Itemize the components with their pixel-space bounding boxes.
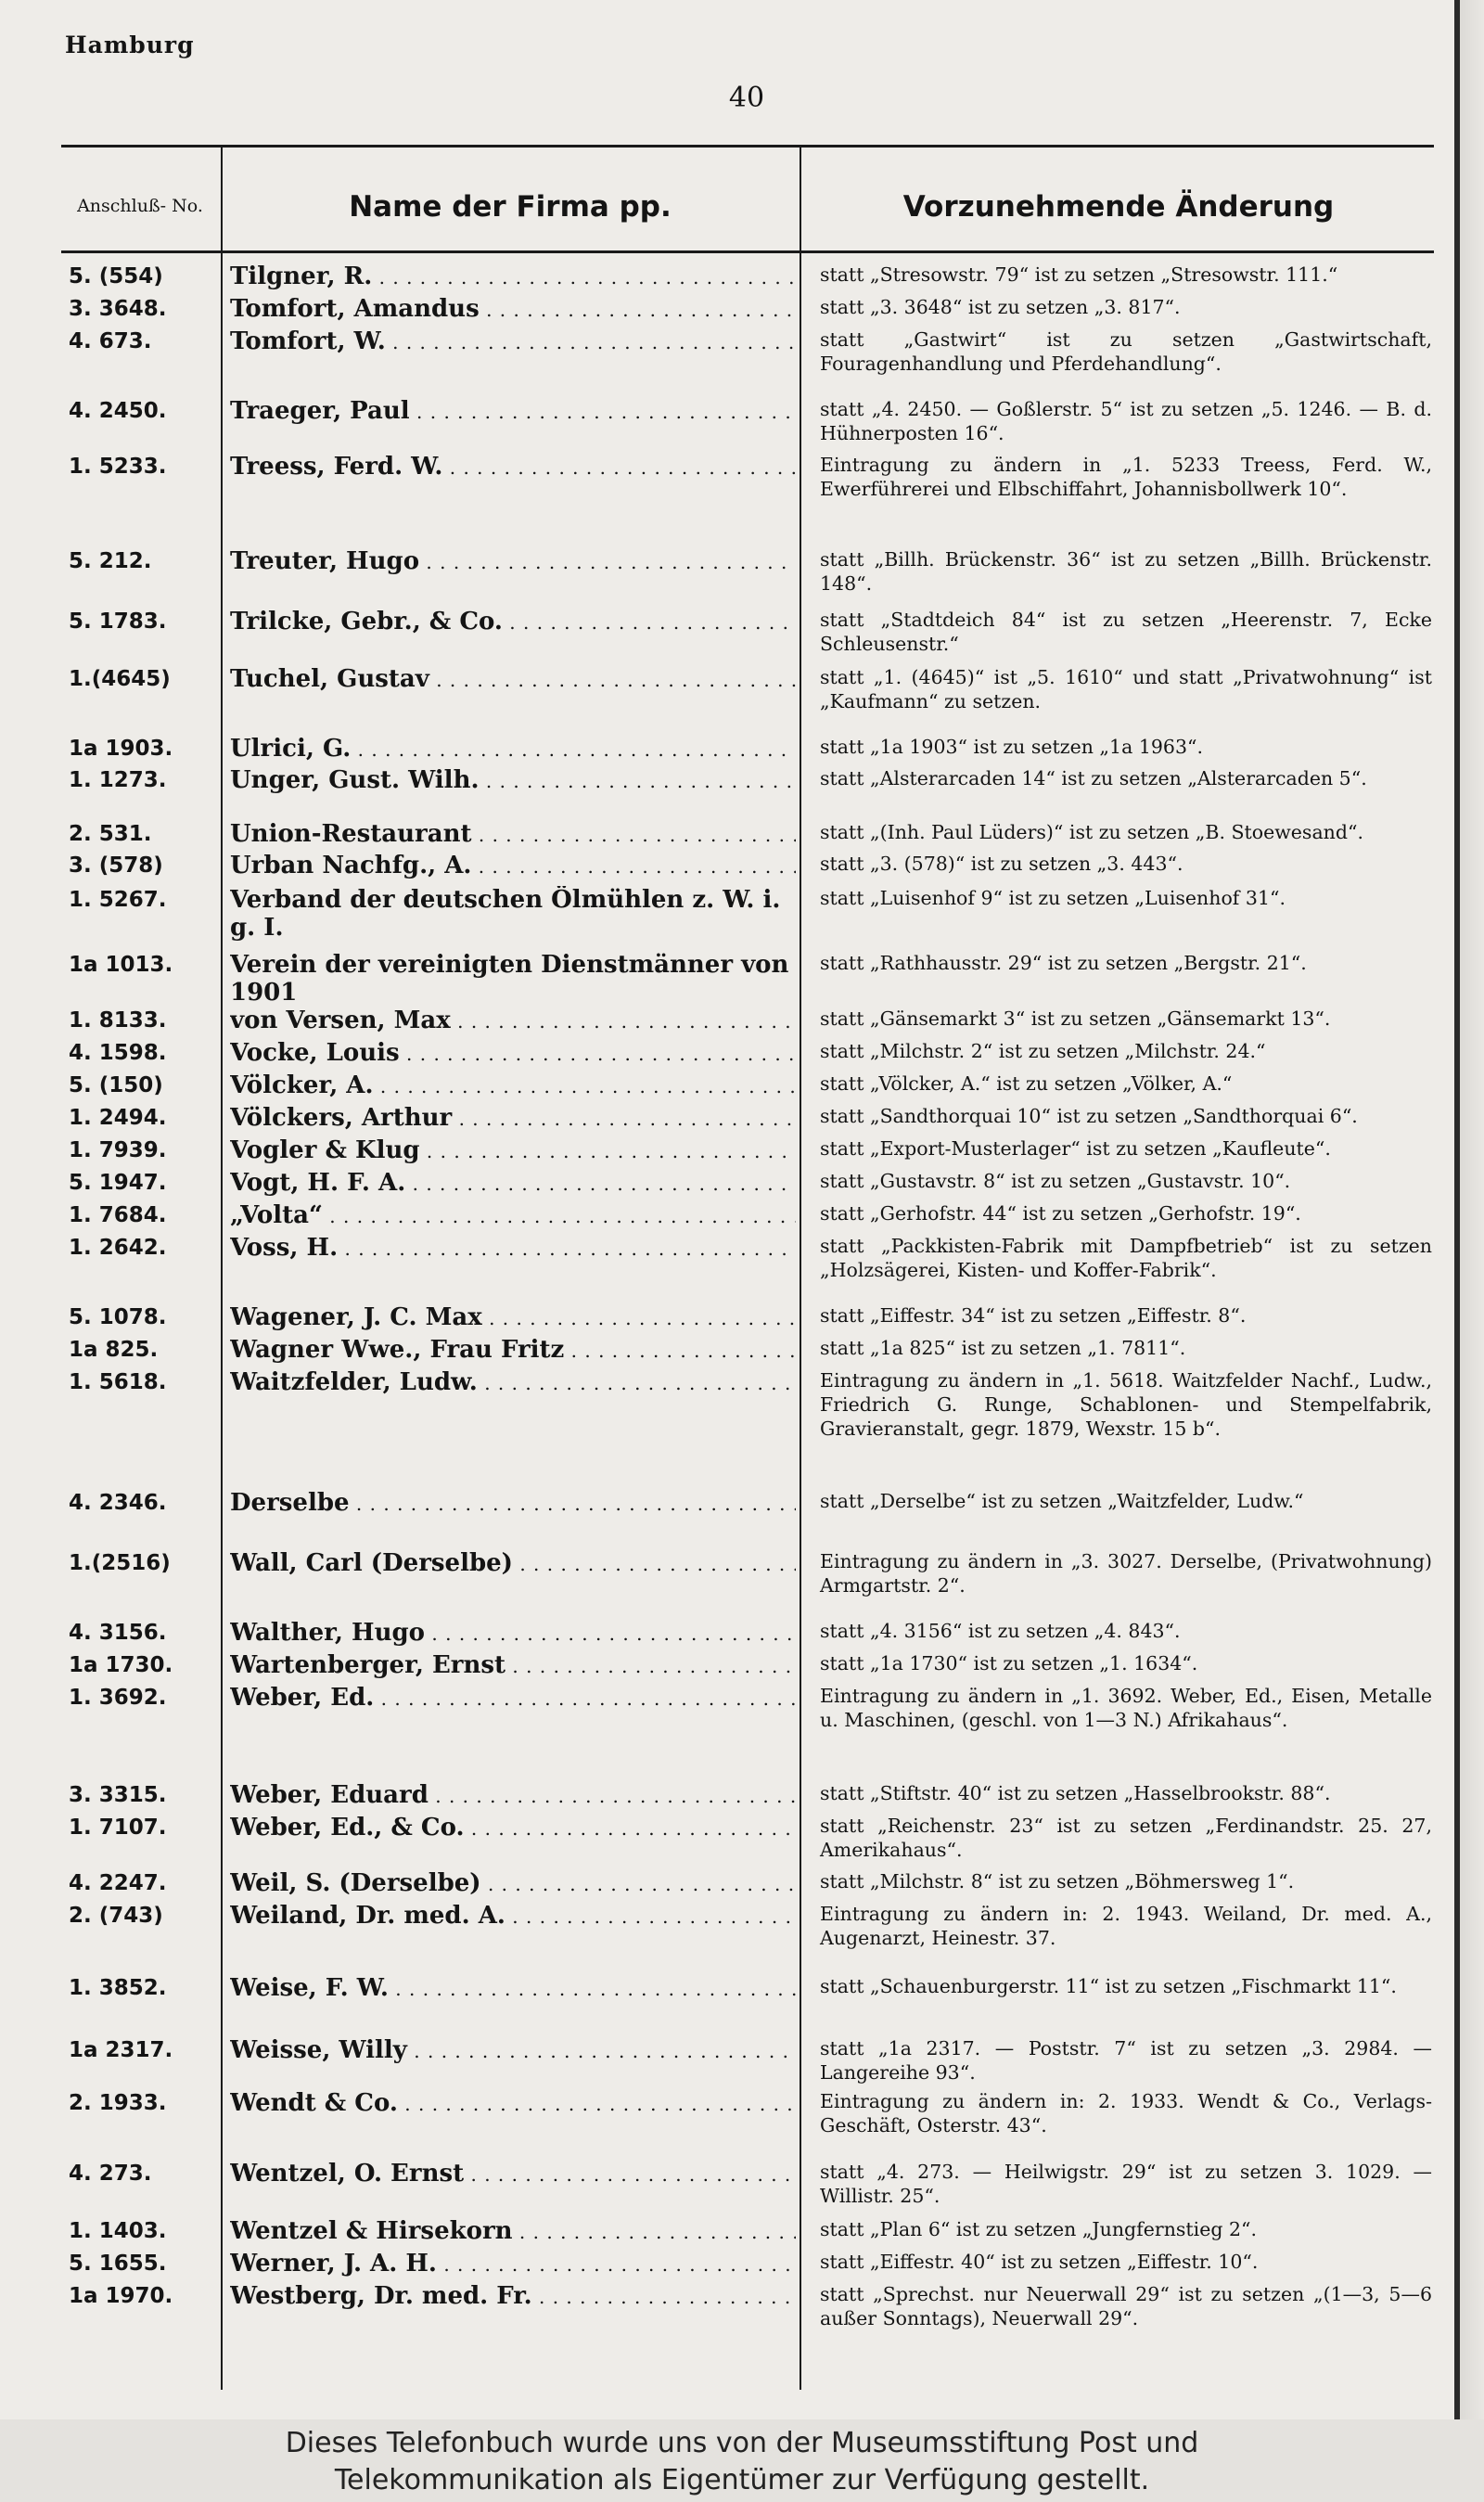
firm-name: Völcker, A. . . . (230, 1071, 796, 1100)
connection-number: 5. 1655. (69, 2252, 167, 2276)
connection-number: 1. 1273. (69, 768, 167, 792)
firm-name: Wagener, J. C. Max . . . (230, 1303, 796, 1332)
connection-number: 1. 3692. (69, 1686, 167, 1710)
connection-number: 4. 273. (69, 2162, 152, 2186)
change-text: statt „Eiffestr. 34“ ist zu setzen „Eiffestr. 8“. (820, 1304, 1247, 1327)
connection-number: 1. 1403. (69, 2219, 167, 2243)
connection-number: 4. 673. (69, 329, 152, 353)
firm-name: Völckers, Arthur . . . (230, 1104, 796, 1133)
change-text: statt „Billh. Brückenstr. 36“ ist zu setzen „Billh. Brückenstr. 148“. (820, 548, 1432, 595)
firm-name: Tuchel, Gustav . . . (230, 665, 796, 694)
change-text: statt „Stresowstr. 79“ ist zu setzen „Stresowstr. 111.“ (820, 263, 1338, 286)
change-text: Eintragung zu ändern in: 2. 1933. Wendt & Co., Verlags-Geschäft, Osterstr. 43“. (820, 2090, 1432, 2136)
column-header-change: Vorzunehmende Änderung (902, 189, 1335, 224)
firm-name: Weisse, Willy . . . (230, 2036, 796, 2065)
firm-name: Weil, S. (Derselbe) . . . (230, 1869, 796, 1898)
firm-name: Derselbe . . . (230, 1489, 796, 1518)
connection-number: 4. 2450. (69, 399, 167, 423)
connection-number: 5. 1947. (69, 1171, 167, 1195)
change-text: statt „Sandthorquai 10“ ist zu setzen „Sandthorquai 6“. (820, 1105, 1358, 1127)
column-rule-2 (800, 145, 801, 2390)
change-text: statt „Milchstr. 8“ ist zu setzen „Böhmersweg 1“. (820, 1870, 1295, 1893)
connection-number: 1a 1013. (69, 953, 173, 977)
change-text: statt „1a 2317. — Poststr. 7“ ist zu setzen „3. 2984. — Langereihe 93“. (820, 2037, 1432, 2084)
change-text: statt „Export-Musterlager“ ist zu setzen „Kaufleute“. (820, 1137, 1331, 1160)
firm-name: Vogt, H. F. A. . . . (230, 1169, 796, 1198)
firm-name: Traeger, Paul . . . (230, 397, 796, 426)
connection-number: 1. 2642. (69, 1236, 167, 1260)
connection-number: 5. 212. (69, 549, 152, 573)
connection-number: 4. 1598. (69, 1041, 167, 1065)
firm-name: Vogler & Klug . . . (230, 1136, 796, 1165)
change-text: statt „Derselbe“ ist zu setzen „Waitzfelder, Ludw.“ (820, 1490, 1304, 1512)
change-text: statt „Reichenstr. 23“ ist zu setzen „Ferdinandstr. 25. 27, Amerikahaus“. (820, 1815, 1432, 1861)
footer-line-1: Dieses Telefonbuch wurde uns von der Museumsstiftung Post und (285, 2427, 1199, 2459)
change-text: statt „Alsterarcaden 14“ ist zu setzen „Alsterarcaden 5“. (820, 767, 1367, 789)
change-text: statt „Stiftstr. 40“ ist zu setzen „Hasselbrookstr. 88“. (820, 1782, 1331, 1804)
connection-number: 1. 7107. (69, 1816, 167, 1840)
firm-name: Voss, H. . . . (230, 1234, 796, 1263)
firm-name: Werner, J. A. H. . . . (230, 2250, 796, 2278)
change-text: statt „4. 3156“ ist zu setzen „4. 843“. (820, 1620, 1181, 1642)
firm-name: Wagner Wwe., Frau Fritz . . . (230, 1336, 796, 1365)
connection-number: 4. 2346. (69, 1491, 167, 1515)
connection-number: 4. 2247. (69, 1871, 167, 1895)
connection-number: 1a 1970. (69, 2284, 173, 2308)
firm-name: Walther, Hugo . . . (230, 1619, 796, 1648)
firm-name: Westberg, Dr. med. Fr. . . . (230, 2282, 796, 2311)
firm-name: Trilcke, Gebr., & Co. . . . (230, 608, 796, 636)
column-header-number: Anschluß- No. (77, 196, 203, 216)
firm-name: Treuter, Hugo . . . (230, 547, 796, 576)
change-text: Eintragung zu ändern in: 2. 1943. Weiland, Dr. med. A., Augenarzt, Heinestr. 37. (820, 1903, 1432, 1949)
firm-name: Weiland, Dr. med. A. . . . (230, 1902, 796, 1931)
connection-number: 1a 1730. (69, 1653, 173, 1677)
connection-number: 5. 1783. (69, 609, 167, 634)
firm-name: von Versen, Max . . . (230, 1007, 796, 1035)
connection-number: 2. 1933. (69, 2091, 167, 2115)
firm-name: Unger, Gust. Wilh. . . . (230, 766, 796, 795)
change-text: statt „1a 1730“ ist zu setzen „1. 1634“. (820, 1652, 1198, 1674)
change-text: Eintragung zu ändern in „1. 5618. Waitzfelder Nachf., Ludw., Friedrich G. Runge, Schablonen- und Stempelfabrik, Gravieranstalt, gegr. 1879, Wexstr. 15 b“. (820, 1369, 1432, 1440)
connection-number: 1. 3852. (69, 1976, 167, 2000)
firm-name: Wentzel & Hirsekorn . . . (230, 2217, 796, 2246)
firm-name: Vocke, Louis . . . (230, 1039, 796, 1068)
firm-name: Treess, Ferd. W. . . . (230, 453, 796, 481)
firm-name: Tomfort, W. . . . (230, 327, 796, 356)
connection-number: 5. (554) (69, 264, 163, 289)
change-text: statt „Schauenburgerstr. 11“ ist zu setzen „Fischmarkt 11“. (820, 1975, 1397, 1997)
firm-name: Weise, F. W. . . . (230, 1974, 796, 2003)
firm-name: „Volta“ . . . (230, 1201, 796, 1230)
connection-number: 1. 7684. (69, 1203, 167, 1227)
connection-number: 5. (150) (69, 1073, 163, 1097)
change-text: statt „1a 825“ ist zu setzen „1. 7811“. (820, 1337, 1186, 1359)
connection-number: 2. 531. (69, 822, 152, 846)
change-text: statt „Milchstr. 2“ ist zu setzen „Milchstr. 24.“ (820, 1040, 1266, 1062)
top-rule (61, 145, 1434, 148)
connection-number: 1a 1903. (69, 737, 173, 761)
change-text: statt „4. 273. — Heilwigstr. 29“ ist zu setzen 3. 1029. — Willistr. 25“. (820, 2161, 1432, 2207)
connection-number: 1. 8133. (69, 1008, 167, 1033)
change-text: statt „1a 1903“ ist zu setzen „1a 1963“. (820, 736, 1204, 758)
connection-number: 1a 825. (69, 1338, 159, 1362)
firm-name: Wendt & Co. . . . (230, 2089, 796, 2118)
firm-name: Tomfort, Amandus . . . (230, 295, 796, 324)
firm-name: Wall, Carl (Derselbe) . . . (230, 1549, 796, 1578)
page-number: 40 (728, 82, 765, 114)
change-text: statt „Stadtdeich 84“ ist zu setzen „Heerenstr. 7, Ecke Schleusenstr.“ (820, 609, 1432, 655)
change-text: statt „Luisenhof 9“ ist zu setzen „Luisenhof 31“. (820, 887, 1286, 909)
page-edge (1454, 0, 1484, 2419)
firm-name: Weber, Ed., & Co. . . . (230, 1814, 796, 1842)
change-text: statt „Gustavstr. 8“ ist zu setzen „Gustavstr. 10“. (820, 1170, 1291, 1192)
firm-name: Urban Nachfg., A. . . . (230, 852, 796, 880)
firm-name: Union-Restaurant . . . (230, 820, 796, 849)
change-text: statt „Eiffestr. 40“ ist zu setzen „Eiffestr. 10“. (820, 2251, 1259, 2273)
connection-number: 3. 3648. (69, 297, 167, 321)
firm-name: Wartenberger, Ernst . . . (230, 1651, 796, 1680)
footer-notice (0, 2419, 1484, 2502)
firm-name: Verband der deutschen Ölmühlen z. W. i. g. I. (230, 886, 781, 942)
connection-number: 3. 3315. (69, 1783, 167, 1807)
footer-line-2: Telekommunikation als Eigentümer zur Verfügung gestellt. (334, 2464, 1150, 2496)
connection-number: 1. 5618. (69, 1370, 167, 1394)
change-text: Eintragung zu ändern in „1. 5233 Treess, Ferd. W., Ewerführerei und Elbschiffahrt, Johannisbollwerk 10“. (820, 454, 1432, 500)
change-text: Eintragung zu ändern in „3. 3027. Derselbe, (Privatwohnung) Armgartstr. 2“. (820, 1550, 1432, 1597)
firm-name: Ulrici, G. . . . (230, 735, 796, 763)
change-text: statt „3. 3648“ ist zu setzen „3. 817“. (820, 296, 1181, 318)
change-text: statt „Gänsemarkt 3“ ist zu setzen „Gänsemarkt 13“. (820, 1007, 1331, 1030)
firm-name: Weber, Eduard . . . (230, 1781, 796, 1810)
column-header-firm: Name der Firma pp. (349, 189, 672, 224)
connection-number: 1.(2516) (69, 1551, 171, 1575)
connection-number: 1. 2494. (69, 1106, 167, 1130)
change-text: statt „1. (4645)“ ist „5. 1610“ und statt „Privatwohnung“ ist „Kaufmann“ zu setzen. (820, 666, 1432, 712)
connection-number: 1.(4645) (69, 667, 171, 691)
firm-name: Verein der vereinigten Dienstmänner von 1901 (230, 951, 789, 1007)
connection-number: 1. 5267. (69, 888, 167, 912)
change-text: statt „Packkisten-Fabrik mit Dampfbetrieb“ ist zu setzen „Holzsägerei, Kisten- und Koffer-Fabrik“. (820, 1235, 1432, 1281)
change-text: statt „Rathhausstr. 29“ ist zu setzen „Bergstr. 21“. (820, 952, 1307, 974)
connection-number: 1. 5233. (69, 455, 167, 479)
change-text: statt „Völcker, A.“ ist zu setzen „Völker, A.“ (820, 1072, 1233, 1095)
change-text: statt „(Inh. Paul Lüders)“ ist zu setzen „B. Stoewesand“. (820, 821, 1363, 843)
connection-number: 5. 1078. (69, 1305, 167, 1329)
change-text: statt „3. (578)“ ist zu setzen „3. 443“. (820, 853, 1183, 875)
connection-number: 1. 7939. (69, 1138, 167, 1162)
change-text: Eintragung zu ändern in „1. 3692. Weber, Ed., Eisen, Metalle u. Maschinen, (geschl. von 1—3 N.) Afrikahaus“. (820, 1685, 1432, 1731)
change-text: statt „4. 2450. — Goßlerstr. 5“ ist zu setzen „5. 1246. — B. d. Hühnerposten 16“. (820, 398, 1432, 444)
connection-number: 3. (578) (69, 853, 163, 878)
running-head: Hamburg (65, 32, 195, 58)
connection-number: 4. 3156. (69, 1621, 167, 1645)
change-text: statt „Gastwirt“ ist zu setzen „Gastwirtschaft, Fouragenhandlung und Pferdehandlung“. (820, 328, 1432, 375)
connection-number: 1a 2317. (69, 2038, 173, 2062)
firm-name: Tilgner, R. . . . (230, 263, 796, 291)
connection-number: 2. (743) (69, 1904, 163, 1928)
change-text: statt „Plan 6“ ist zu setzen „Jungfernstieg 2“. (820, 2218, 1258, 2240)
firm-name: Waitzfelder, Ludw. . . . (230, 1368, 796, 1397)
firm-name: Wentzel, O. Ernst . . . (230, 2160, 796, 2188)
change-text: statt „Sprechst. nur Neuerwall 29“ ist zu setzen „(1—3, 5—6 außer Sonntags), Neuerwall 29“. (820, 2283, 1432, 2329)
firm-name: Weber, Ed. . . . (230, 1684, 796, 1713)
change-text: statt „Gerhofstr. 44“ ist zu setzen „Gerhofstr. 19“. (820, 1202, 1301, 1225)
